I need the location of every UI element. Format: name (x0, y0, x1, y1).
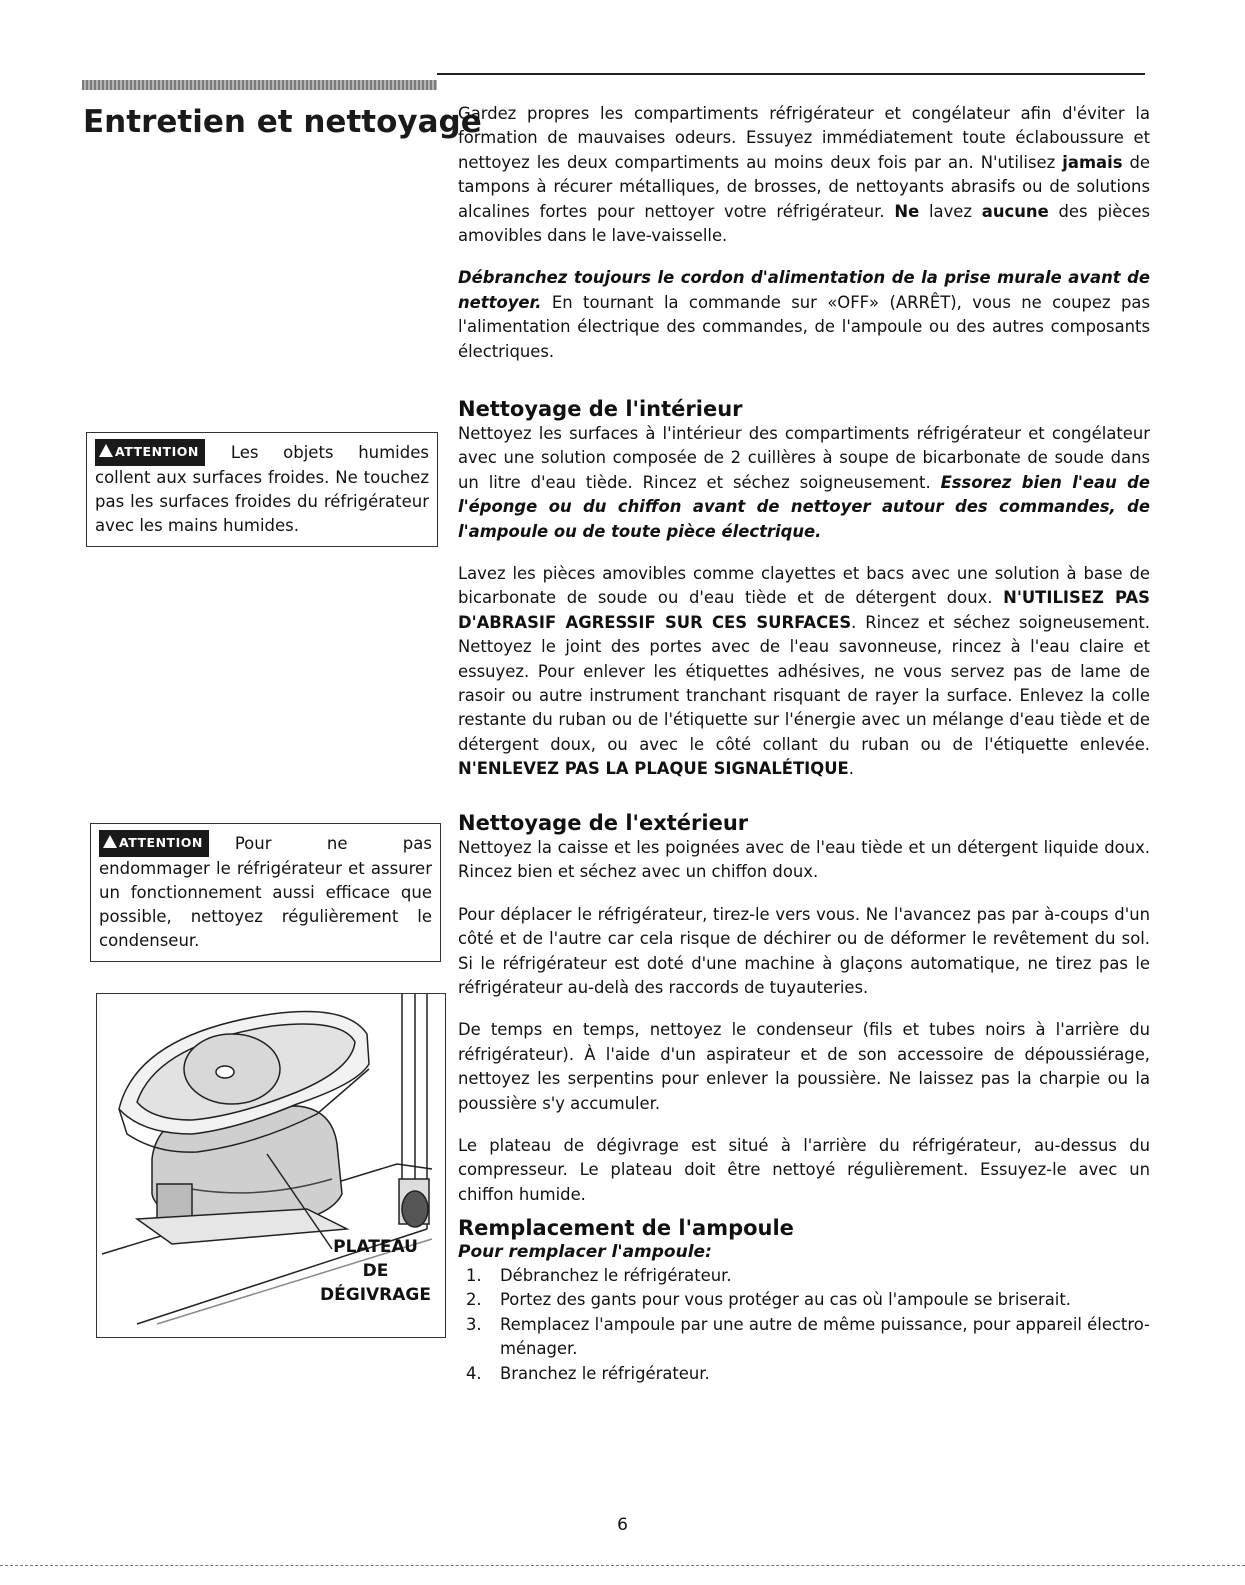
defrost-pan-illustration (96, 993, 446, 1338)
attention-badge: ATTENTION (95, 439, 205, 466)
step-text: Portez des gants pour vous protéger au cas où l'ampoule se briserait. (500, 1290, 1071, 1310)
header-shaded-bar (82, 80, 437, 90)
bottom-rule (0, 1565, 1245, 1566)
bulb-subheading: Pour remplacer l'ampoule: (458, 1242, 712, 1262)
header-rule (437, 73, 1145, 75)
warning-text: Pour ne pas endommager le réfrigérateur et assurer un fonctionnement aussi efficace que possible, nettoyez régulièrement le condenseur. (99, 834, 432, 950)
intro-paragraph: Gardez propres les compartiments réfrigérateur et congélateur afin d'éviter la formation de mauvaises odeurs. Essuyez immédiatement toute éclaboussure et nettoyez les deux compartiments au moins deux fois par an. N'utilisez jamais de tampons à récurer métalliques, de brosses, de nettoyants abrasifs ou de solutions alcalines fortes pour nettoyer votre réfrigérateur. Ne lavez aucune des pièces amovibles dans le lave-vaisselle. (458, 104, 1151, 246)
bulb-steps (458, 1264, 1150, 1386)
interior-paragraph-2: Lavez les pièces amovibles comme clayettes et bacs avec une solution à base de bicarbonate de soude ou d'eau tiède et de détergent doux. N'UTILISEZ PAS D'ABRASIF AGRESSIF SUR CES SURFACES. Rincez et séchez soigneusement. Nettoyez le joint des portes avec de l'eau savonneuse, rincez à l'eau claire et essuyez. Pour enlever les étiquettes adhésives, ne vous servez pas de lame de rasoir ou autre instrument tranchant risquant de rayer la surface. Enlevez la colle restante du ruban ou de l'étiquette sur l'énergie avec un mélange d'eau tiède et de détergent doux, ou avec le côté collant du ruban ou de l'étiquette enlevée. N'ENLEVEZ PAS LA PLAQUE SIGNALÉTIQUE. (458, 564, 1150, 779)
section-title: Entretien et nettoyage (83, 104, 482, 140)
exterior-heading: Nettoyage de l'extérieur (458, 811, 749, 835)
exterior-paragraph-3: De temps en temps, nettoyez le condenseur (fils et tubes noirs à l'arrière du réfrigérateur). À l'aide d'un aspirateur et de son accessoire de dépoussiérage, nettoyez les serpentins pour enlever la poussière. Ne laissez pas la charpie ou la poussière s'y accumuler. (458, 1020, 1150, 1113)
list-item (458, 1288, 1150, 1312)
exterior-paragraph-1: Nettoyez la caisse et les poignées avec de l'eau tiède et un détergent liquide doux. Rincez bien et séchez avec un chiffon doux. (458, 838, 1150, 882)
warning-triangle-icon (103, 835, 117, 848)
exterior-section (458, 810, 1150, 1207)
exterior-paragraph-4: Le plateau de dégivrage est situé à l'arrière du réfrigérateur, au-dessus du compresseur. Le plateau doit être nettoyé régulièrement. Essuyez-le avec un chiffon humide. (458, 1136, 1150, 1204)
bulb-heading: Remplacement de l'ampoule (458, 1216, 794, 1240)
step-text: Branchez le réfrigérateur. (500, 1363, 710, 1383)
interior-paragraph-1: Nettoyez les surfaces à l'intérieur des compartiments réfrigérateur et congélateur avec une solution composée de 2 cuillères à soupe de bicarbonate de soude dans un litre d'eau tiède. Rincez et séchez soigneusement. Essorez bien l'eau de l'éponge ou du chiffon avant de nettoyer autour des commandes, de l'ampoule ou de toute pièce électrique. (458, 424, 1150, 541)
intro-section (458, 102, 1150, 364)
bulb-section (458, 1215, 1150, 1386)
list-item (458, 1264, 1150, 1288)
figure-label: PLATEAU DE DÉGIVRAGE (320, 1237, 431, 1305)
list-item (458, 1313, 1150, 1362)
unplug-paragraph: Débranchez toujours le cordon d'alimentation de la prise murale avant de nettoyer. En tournant la commande sur «OFF» (ARRÊT), vous ne coupez pas l'alimentation électrique des commandes, de l'ampoule ou des autres composants électriques. (458, 268, 1150, 361)
warning-text: Les objets humides collent aux surfaces froides. Ne touchez pas les surfaces froides du réfrigérateur avec les mains humides. (95, 443, 429, 535)
page-number: 6 (617, 1515, 628, 1535)
step-number: 2. (466, 1290, 482, 1310)
warning-box-humid (86, 432, 438, 547)
step-text: Débranchez le réfrigérateur. (500, 1266, 732, 1285)
interior-heading: Nettoyage de l'intérieur (458, 397, 743, 421)
attention-badge: ATTENTION (99, 830, 209, 857)
step-number: 4. (466, 1363, 482, 1383)
step-text: Remplacez l'ampoule par une autre de même puissance, pour appareil électro-ménager. (500, 1314, 1150, 1359)
interior-section (458, 396, 1150, 782)
list-item (458, 1362, 1150, 1386)
step-number: 1. (466, 1266, 482, 1285)
warning-box-condenser (90, 823, 441, 962)
warning-triangle-icon (99, 444, 113, 457)
step-number: 3. (466, 1314, 482, 1334)
exterior-paragraph-2: Pour déplacer le réfrigérateur, tirez-le vers vous. Ne l'avancez pas par à-coups d'un côté et de l'autre car cela risque de déchirer ou de déformer le revêtement du sol. Si le réfrigérateur est doté d'une machine à glaçons automatique, ne tirez pas le réfrigérateur au-delà des raccords de tuyauteries. (458, 904, 1150, 998)
